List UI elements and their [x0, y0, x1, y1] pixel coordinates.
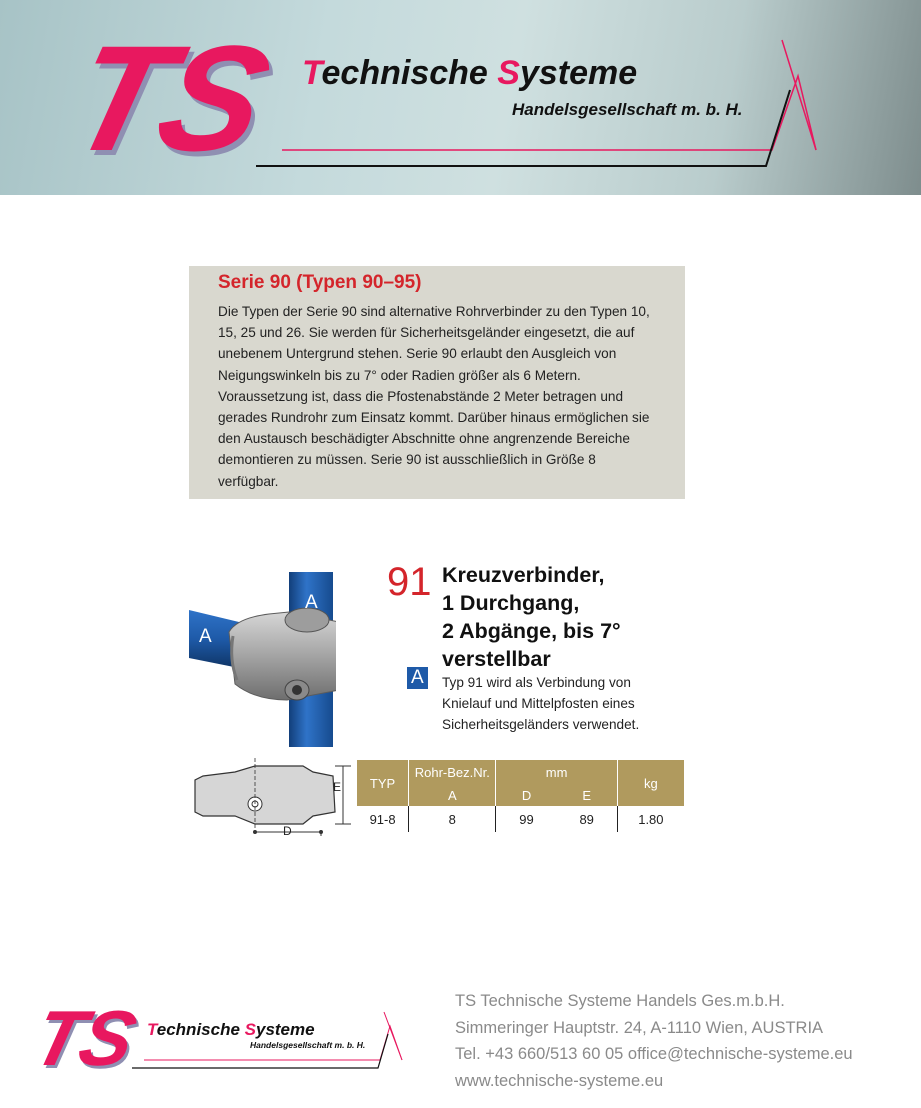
header-rohr: Rohr-Bez.Nr. — [409, 760, 496, 784]
product-description: Typ 91 wird als Verbindung von Knielauf und Mittelpfosten eines Sicherheitsgeländers verwendet. — [442, 675, 640, 732]
product-title-line: Kreuzverbinder, — [442, 563, 605, 587]
brand-title: Technische Systeme — [302, 54, 638, 92]
series-description: Die Typen der Serie 90 sind alternative Rohrverbinder zu den Typen 10, 15, 25 und 26. Sie werden für Sicherheitsgeländer eingesetzt, die auf unebenem Untergrund stehen. Serie 90 erlaubt den Ausgleich von Neigungswinkeln bis zu 7° oder Radien größer als 6 Metern. Voraussetzung ist, dass die Pfostenabstände 2 Meter betragen und gerades Rundrohr zum Einsatz kommt. Darüber hinaus ermöglichen sie den Austausch beschädigter Abschnitte ohne angrenzende Bereiche demontieren zu müssen. Serie 90 ist ausschließlich in Größe 8 verfügbar. — [218, 304, 650, 489]
brand-subtitle: Handelsgesellschaft m. b. H. — [512, 100, 743, 119]
cell-typ: 91-8 — [357, 806, 409, 832]
contact-phone-email[interactable]: Tel. +43 660/513 60 05 office@technische-systeme.eu — [455, 1045, 853, 1063]
header-a: A — [409, 784, 496, 806]
table-row — [357, 806, 684, 832]
photo-label-left: A — [199, 626, 212, 647]
photo-label-top: A — [305, 592, 318, 613]
product-photo — [189, 572, 336, 747]
series-info-box — [189, 266, 685, 499]
contact-block — [455, 988, 853, 1094]
cell-d: 99 — [519, 811, 534, 827]
header-mm: mm — [496, 760, 617, 784]
drawing-label-e: E — [333, 780, 342, 794]
header-kg: kg — [617, 760, 684, 806]
product-title-line: verstellbar — [442, 647, 551, 671]
header-typ: TYP — [357, 760, 409, 806]
footer-ts-logo: TS — [25, 994, 143, 1082]
cell-a: 8 — [409, 806, 496, 832]
product-title — [442, 561, 742, 673]
product-title-line: 2 Abgänge, bis 7° — [442, 619, 621, 643]
type-number: 91 — [387, 560, 432, 604]
series-title: Serie 90 (Typen 90–95) — [218, 272, 422, 293]
product-title-line: 1 Durchgang, — [442, 591, 580, 615]
contact-web-link[interactable]: www.technische-systeme.eu — [455, 1071, 664, 1090]
footer-brand-title: Technische Systeme — [147, 1020, 315, 1039]
cell-e: 89 — [557, 806, 618, 832]
technical-drawing — [185, 758, 355, 842]
header-e: E — [557, 784, 618, 806]
footer-logo — [25, 994, 410, 1082]
contact-address: Simmeringer Hauptstr. 24, A-1110 Wien, AUSTRIA — [455, 1018, 824, 1037]
header-d: D — [496, 784, 557, 806]
ts-logo: TS — [55, 14, 281, 182]
footer-brand-subtitle: Handelsgesellschaft m. b. H. — [250, 1040, 366, 1050]
header-banner — [0, 0, 921, 195]
cell-kg: 1.80 — [638, 811, 664, 827]
photo-label-right-outside: A — [407, 667, 428, 689]
drawing-label-d: D — [283, 824, 292, 838]
spec-table — [357, 760, 684, 832]
contact-company: TS Technische Systeme Handels Ges.m.b.H. — [455, 992, 785, 1010]
